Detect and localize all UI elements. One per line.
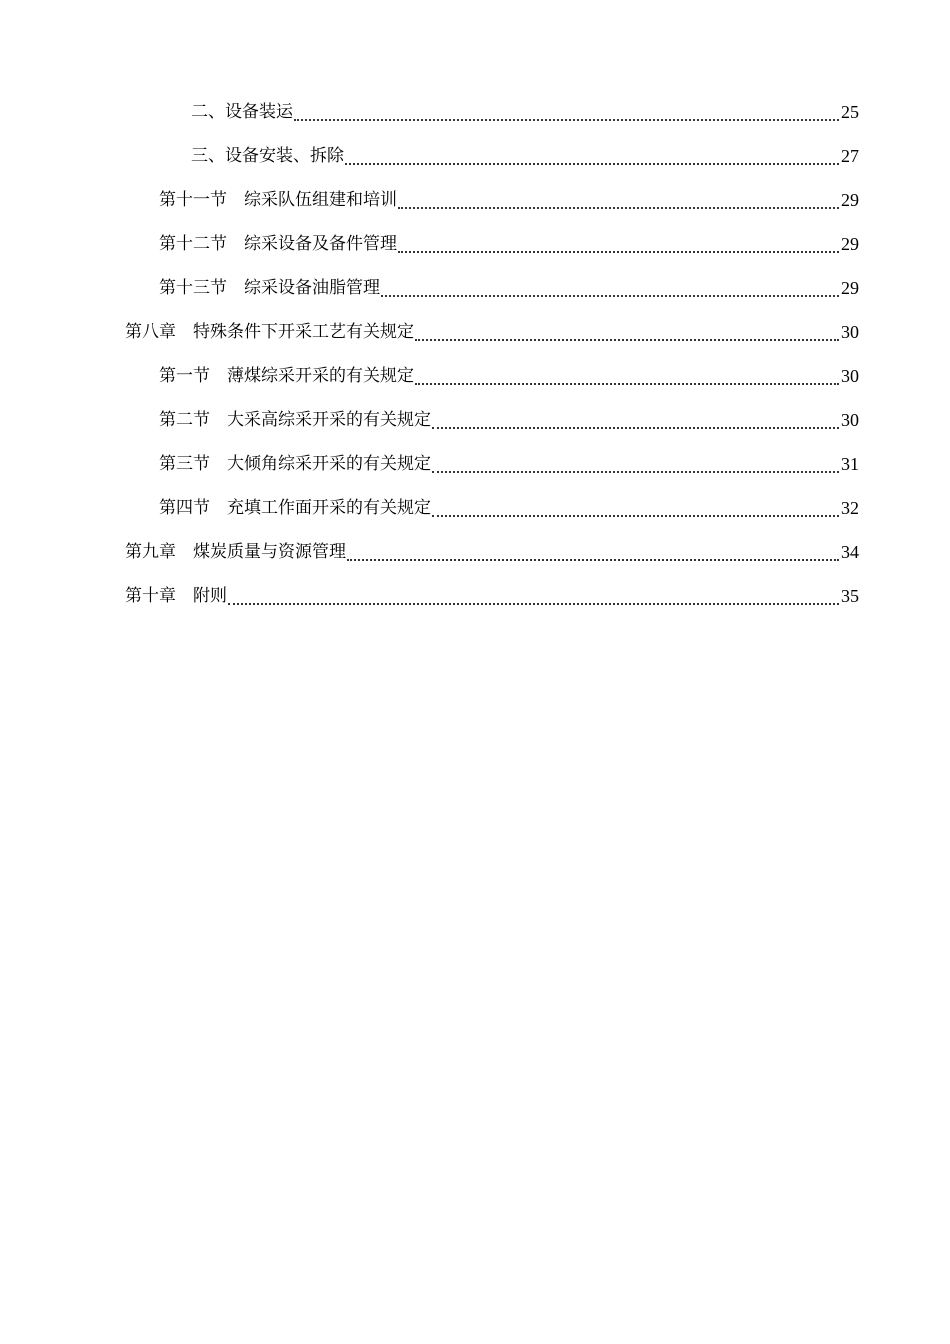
toc-dot-leader bbox=[398, 251, 839, 253]
toc-entry-title: 第十一节 综采队伍组建和培训 bbox=[159, 190, 397, 210]
toc-entry-title: 三、设备安装、拆除 bbox=[191, 146, 344, 166]
toc-dot-leader bbox=[415, 339, 839, 341]
toc-dot-leader bbox=[347, 559, 839, 561]
toc-dot-leader bbox=[398, 207, 839, 209]
toc-entry[interactable] bbox=[0, 178, 950, 222]
toc-dot-leader bbox=[432, 427, 839, 429]
toc-entry-title: 第十二节 综采设备及备件管理 bbox=[159, 234, 397, 254]
toc-page-number: 30 bbox=[841, 322, 859, 342]
toc-page-number: 30 bbox=[841, 410, 859, 430]
toc-entry-title: 第十三节 综采设备油脂管理 bbox=[159, 278, 380, 298]
toc-entry[interactable] bbox=[0, 222, 950, 266]
toc-entry-title: 第八章 特殊条件下开采工艺有关规定 bbox=[125, 322, 414, 342]
toc-entry-title: 第一节 薄煤综采开采的有关规定 bbox=[159, 366, 414, 386]
table-of-contents bbox=[0, 90, 950, 618]
toc-entry[interactable] bbox=[0, 574, 950, 618]
toc-entry[interactable] bbox=[0, 134, 950, 178]
toc-entry[interactable] bbox=[0, 442, 950, 486]
toc-page-number: 30 bbox=[841, 366, 859, 386]
toc-entry-title: 第四节 充填工作面开采的有关规定 bbox=[159, 498, 431, 518]
toc-entry-title: 第九章 煤炭质量与资源管理 bbox=[125, 542, 346, 562]
toc-entry-title: 第十章 附则 bbox=[125, 586, 227, 606]
toc-dot-leader bbox=[415, 383, 839, 385]
toc-dot-leader bbox=[381, 295, 839, 297]
toc-page-number: 35 bbox=[841, 586, 859, 606]
toc-page-number: 32 bbox=[841, 498, 859, 518]
toc-entry[interactable] bbox=[0, 398, 950, 442]
toc-dot-leader bbox=[228, 603, 839, 605]
toc-dot-leader bbox=[432, 515, 839, 517]
toc-page-number: 29 bbox=[841, 278, 859, 298]
toc-page-number: 29 bbox=[841, 234, 859, 254]
toc-page-number: 31 bbox=[841, 454, 859, 474]
toc-entry-title: 第三节 大倾角综采开采的有关规定 bbox=[159, 454, 431, 474]
toc-entry[interactable] bbox=[0, 90, 950, 134]
toc-page-number: 27 bbox=[841, 146, 859, 166]
toc-entry-title: 二、设备装运 bbox=[191, 102, 293, 122]
toc-dot-leader bbox=[294, 119, 839, 121]
toc-entry[interactable] bbox=[0, 530, 950, 574]
toc-page-number: 25 bbox=[841, 102, 859, 122]
toc-dot-leader bbox=[432, 471, 839, 473]
toc-page-number: 34 bbox=[841, 542, 859, 562]
toc-entry-title: 第二节 大采高综采开采的有关规定 bbox=[159, 410, 431, 430]
toc-entry[interactable] bbox=[0, 310, 950, 354]
toc-entry[interactable] bbox=[0, 486, 950, 530]
toc-page-number: 29 bbox=[841, 190, 859, 210]
toc-dot-leader bbox=[345, 163, 839, 165]
toc-entry[interactable] bbox=[0, 354, 950, 398]
toc-entry[interactable] bbox=[0, 266, 950, 310]
